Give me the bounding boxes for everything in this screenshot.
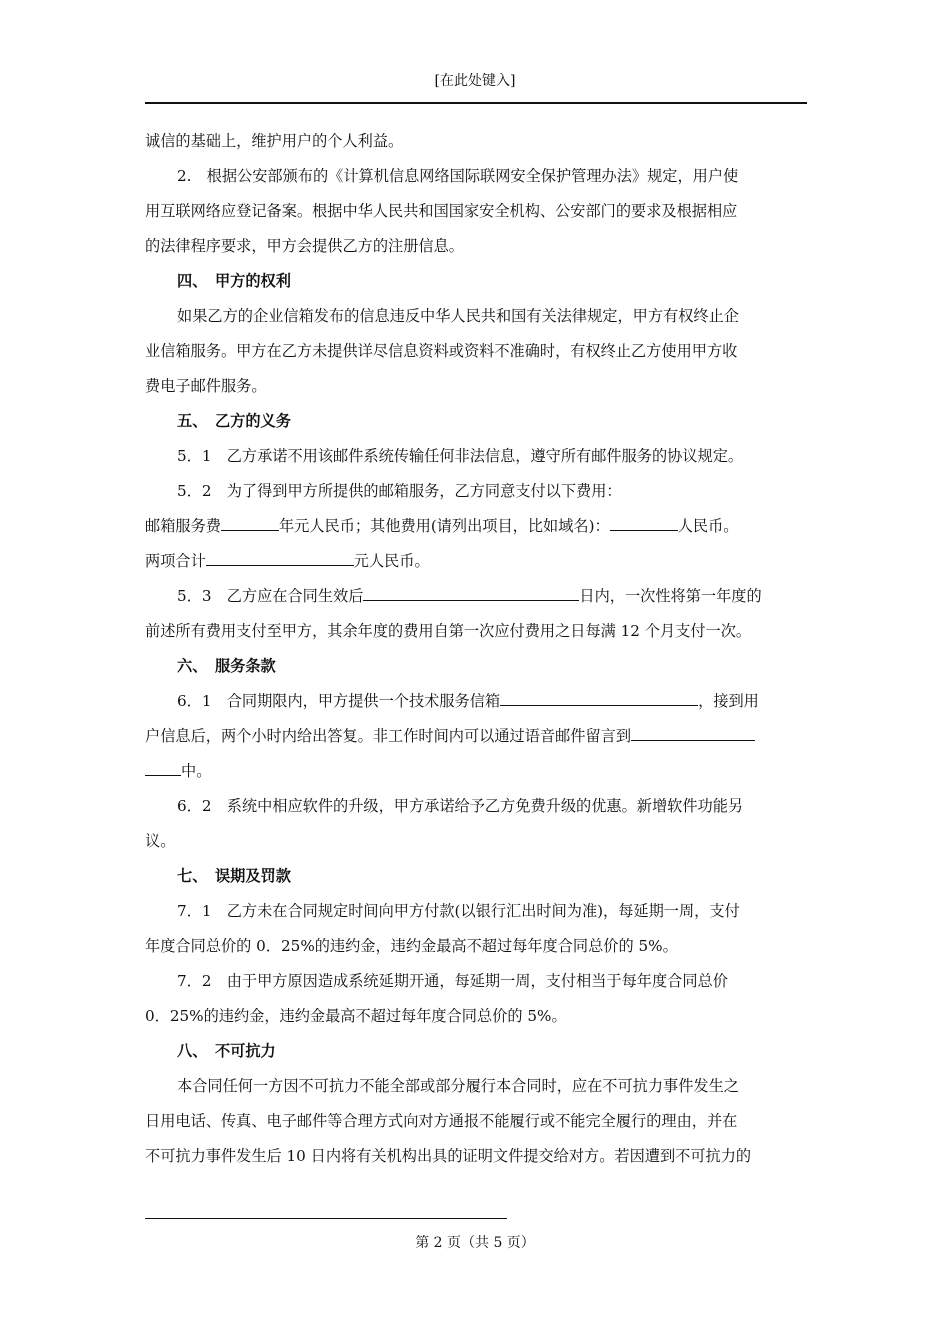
clause-text: 中。: [181, 762, 212, 780]
paragraph-line: 年度合同总价的 0．25%的违约金，违约金最高不超过每年度合同总价的 5%。: [145, 937, 678, 955]
fee-line: [145, 509, 807, 544]
paragraph-line: 的法律程序要求，甲方会提供乙方的注册信息。: [145, 237, 464, 255]
fill-blank: [363, 585, 579, 601]
fill-blank: [145, 760, 181, 776]
paragraph-line: 5．1 乙方承诺不用该邮件系统传输任何非法信息，遵守所有邮件服务的协议规定。: [177, 447, 744, 465]
clause-text: 日内，一次性将第一年度的: [579, 587, 762, 605]
clause-text: 户信息后，两个小时内给出答复。非工作时间内可以通过语音邮件留言到: [145, 727, 631, 745]
section-heading-8: 八、 不可抗力: [177, 1042, 276, 1060]
page-number: 第 2 页（共 5 页）: [415, 1235, 535, 1251]
section-heading-4: 四、 甲方的权利: [177, 272, 291, 290]
clause-text: ，接到用: [698, 692, 759, 710]
section-heading-5: 五、 乙方的义务: [177, 412, 291, 430]
paragraph-line: [145, 684, 807, 719]
paragraph-line: 日用电话、传真、电子邮件等合理方式向对方通报不能履行或不能完全履行的理由，并在: [145, 1112, 738, 1130]
clause-text: 5．3 乙方应在合同生效后: [177, 587, 364, 605]
paragraph-line: 如果乙方的企业信箱发布的信息违反中华人民共和国有关法律规定，甲方有权终止企: [177, 307, 739, 325]
fee-label: 邮箱服务费: [145, 517, 221, 535]
paragraph-line: [145, 579, 807, 614]
footer-divider: [145, 1218, 507, 1219]
section-heading-6: 六、 服务条款: [177, 657, 276, 675]
paragraph-line: 议。: [145, 832, 176, 850]
paragraph-line: 业信箱服务。甲方在乙方未提供详尽信息资料或资料不准确时，有权终止乙方使用甲方收: [145, 342, 738, 360]
total-label: 两项合计: [145, 552, 206, 570]
paragraph-line: 7．2 由于甲方原因造成系统延期开通，每延期一周，支付相当于每年度合同总价: [177, 972, 728, 990]
header-divider: [145, 102, 807, 104]
total-line: [145, 544, 807, 579]
fill-blank: [206, 550, 354, 566]
document-body: [145, 124, 807, 1174]
clause-text: 6．1 合同期限内，甲方提供一个技术服务信箱: [177, 692, 501, 710]
paragraph-line: 用互联网络应登记备案。根据中华人民共和国国家安全机构、公安部门的要求及根据相应: [145, 202, 738, 220]
paragraph-line: 0．25%的违约金，违约金最高不超过每年度合同总价的 5%。: [145, 1007, 567, 1025]
fee-text: 人民币。: [677, 517, 739, 535]
paragraph-line: 前述所有费用支付至甲方，其余年度的费用自第一次应付费用之日每满 12 个月支付一次。: [145, 622, 752, 640]
total-text: 元人民币。: [353, 552, 430, 570]
paragraph-line: [145, 719, 807, 754]
paragraph-line: 2. 根据公安部颁布的《计算机信息网络国际联网安全保护管理办法》规定，用户使: [177, 167, 739, 185]
page-header: [在此处键入]: [434, 73, 516, 89]
paragraph-line: 费电子邮件服务。: [145, 377, 267, 395]
paragraph-line: 6．2 系统中相应软件的升级，甲方承诺给予乙方免费升级的优惠。新增软件功能另: [177, 797, 744, 815]
fill-blank: [610, 515, 678, 531]
fee-text: 年元人民币；其他费用(请列出项目，比如域名)：: [278, 517, 610, 535]
paragraph-line: 5．2 为了得到甲方所提供的邮箱服务，乙方同意支付以下费用：: [177, 482, 622, 500]
fill-blank: [631, 725, 755, 741]
paragraph-line: 诚信的基础上，维护用户的个人利益。: [145, 132, 404, 150]
paragraph-line: [145, 754, 807, 789]
paragraph-line: 不可抗力事件发生后 10 日内将有关机构出具的证明文件提交给对方。若因遭到不可抗力的: [145, 1147, 752, 1165]
fill-blank: [221, 515, 279, 531]
paragraph-line: 本合同任何一方因不可抗力不能全部或部分履行本合同时，应在不可抗力事件发生之: [177, 1077, 739, 1095]
paragraph-line: 7．1 乙方未在合同规定时间向甲方付款(以银行汇出时间为准)，每延期一周，支付: [177, 902, 740, 920]
fill-blank: [500, 690, 698, 706]
section-heading-7: 七、 误期及罚款: [177, 867, 291, 885]
